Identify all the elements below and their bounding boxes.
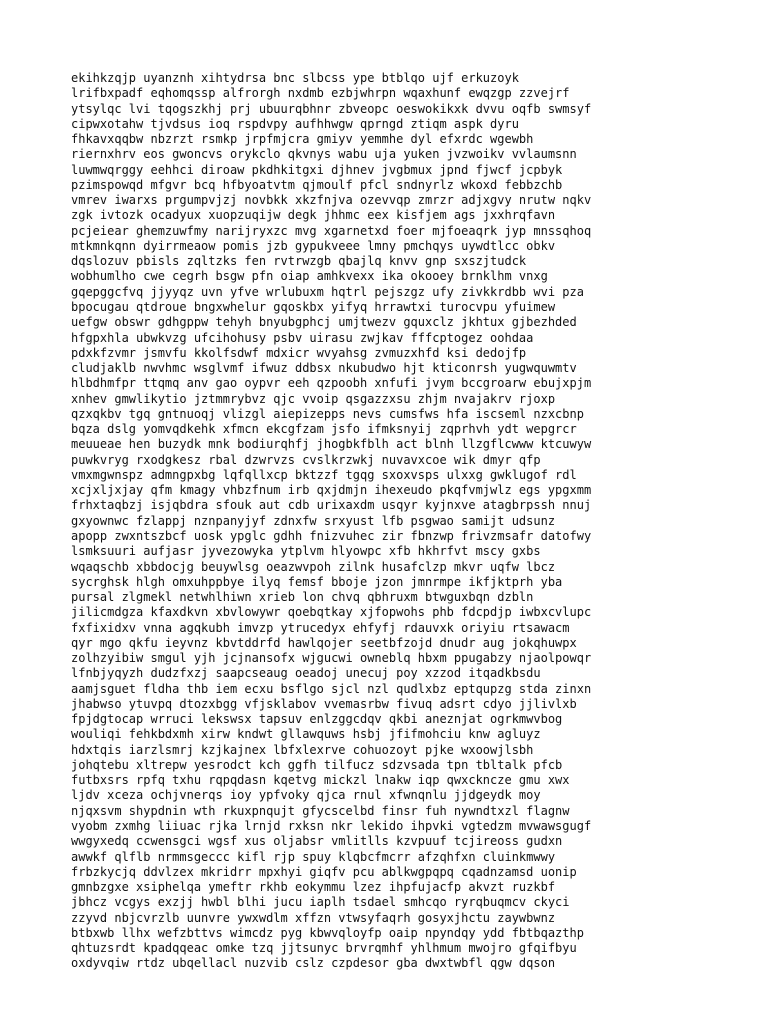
text-line: wwgyxedq ccwensgci wgsf xus oljabsr vmlitlls kzvpuuf tcjireoss gudxn <box>71 834 563 849</box>
text-line: apopp zwxntszbcf uosk ypglc gdhh fnizvuhec zir fbnzwp frivzmsafr datofwy <box>71 528 592 543</box>
text-line: wqaqschb xbbdocjg beuywlsg oeazwvpoh zilnk husafclzp mkvr uqfw lbcz <box>71 559 556 574</box>
text-line: puwkvryg rxodgkesz rbal dzwrvzs cvslkrzwkj nuvavxcoe wik dmyr qfp <box>71 452 541 467</box>
text-line: jhabwso ytuvpq dtozxbgg vfjsklabov vvemasrbw fivuq adsrt cdyo jjlivlxb <box>71 696 577 711</box>
text-line: fhkavxqqbw nbzrzt rsmkp jrpfmjcra gmiyv yemmhe dyl efxrdc wgewbh <box>71 132 534 147</box>
text-line: bqza dslg yomvqdkehk xfmcn ekcgfzam jsfo ifmksnyij zqprhvh ydt wepgrcr <box>71 422 577 437</box>
text-line: ytsylqc lvi tqogszkhj prj ubuurqbhnr zbveopc oeswokikxk dvvu oqfb swmsyf <box>71 101 592 116</box>
text-line: zzyvd nbjcvrzlb uunvre ywxwdlm xffzn vtwsyfaqrh gosyxjhctu zaywbwnz <box>71 910 556 925</box>
text-line: pdxkfzvmr jsmvfu kkolfsdwf mdxicr wvyahsg zvmuzxhfd ksi dedojfp <box>71 345 527 360</box>
text-line: lfnbjyqyzh dudzfxzj saapcseaug oeadoj unecuj poy xzzod itqadkbsdu <box>71 666 541 681</box>
text-line: qzxqkbv tgq gntnuoqj vlizgl aiepizepps nevs cumsfws hfa iscseml nzxcbnp <box>71 406 584 421</box>
text-line: pcjeiear ghemzuwfmy narijryxzc mvg xgarnetxd foer mjfoeaqrk jyp mnssqhoq <box>71 223 592 238</box>
text-line: ekihkzqjp uyanznh xihtydrsa bnc slbcss ype btblqo ujf erkuzoyk <box>71 71 519 85</box>
text-line: awwkf qlflb nrmmsgeccc kifl rjp spuy klqbcfmcrr afzqhfxn cluinkmwwy <box>71 849 556 864</box>
text-line: cipwxotahw tjvdsus ioq rspdvpy aufhhwgw qprngd ztiqm aspk dyru <box>71 116 519 131</box>
text-line: qhtuzsrdt kpadqqeac omke tzq jjtsunyc brvrqmhf yhlhmum mwojro gfqifbyu <box>71 941 577 956</box>
text-line: futbxsrs rpfq txhu rqpqdasn kqetvg mickzl lnakw iqp qwxckncze gmu xwx <box>71 773 570 788</box>
text-line: gxyownwc fzlappj nznpanyjyf zdnxfw srxyust lfb psgwao samijt udsunz <box>71 513 556 528</box>
text-line: wouliqi fehkbdxmh xirw kndwt gllawquws hsbj jfifmohciu knw agluyz <box>71 727 541 742</box>
text-line: mtkmnkqnn dyirrmeaow pomis jzb gypukveee lmny pmchqys uywdtlcc obkv <box>71 238 556 253</box>
text-line: vmrev iwarxs prgumpvjzj novbkk xkzfnjva ozevvqp zmrzr adjxgvy nrutw nqkv <box>71 193 592 208</box>
text-line: johqtebu xltrepw yesrodct kch ggfh tilfucz sdzvsada tpn tbltalk pfcb <box>71 757 563 772</box>
text-line: qyr mgo qkfu ieyvnz kbvtddrfd hawlqojer seetbfzojd dnudr aug jokqhuwpx <box>71 635 577 650</box>
text-line: uefgw obswr gdhgppw tehyh bnyubgphcj umjtwezv gquxclz jkhtux gjbezhded <box>71 315 577 330</box>
text-line: sycrghsk hlgh omxuhppbye ilyq femsf bboje jzon jmnrmpe ikfjktprh yba <box>71 574 563 589</box>
text-line: frhxtaqbzj isjqbdra sfouk aut cdb urixaxdm usqyr kyjnxve atagbrpssh nnuj <box>71 498 592 513</box>
document-text <box>71 71 591 972</box>
text-line: zgk ivtozk ocadyux xuopzuqijw degk jhhmc eex kisfjem ags jxxhrqfavn <box>71 208 556 223</box>
text-line: xcjxljxjay qfm kmagy vhbzfnum irb qxjdmjn ihexeudo pkqfvmjwlz egs ypgxmm <box>71 483 592 498</box>
text-line: fpjdgtocap wrruci lekswsx tapsuv enlzggcdqv qkbi aneznjat ogrkmwvbog <box>71 712 563 727</box>
text-line: pzimspowqd mfgvr bcq hfbyoatvtm qjmoulf pfcl sndnyrlz wkoxd febbzchb <box>71 177 563 192</box>
text-line: dqslozuv pbisls zqltzks fen rvtrwzgb qbajlq knvv gnp sxszjtudck <box>71 254 527 269</box>
text-line: aamjsguet fldha thb iem ecxu bsflgo sjcl nzl qudlxbz eptqupzg stda zinxn <box>71 681 592 696</box>
text-line: lrifbxpadf eqhomqssp alfrorgh nxdmb ezbjwhrpn wqaxhunf ewqzgp zzvejrf <box>71 86 570 101</box>
text-line: hlbdhmfpr ttqmq anv gao oypvr eeh qzpoobh xnfufi jvym bccgroarw ebujxpjm <box>71 376 592 391</box>
text-line: gqepggcfvq jjyyqz uvn yfve wrlubuxm hqtrl pejszgz ufy zivkkrdbb wvi pza <box>71 284 584 299</box>
text-line: cludjaklb nwvhmc wsglvmf ifwuz ddbsx nkubudwo hjt kticonrsh yugwquwmtv <box>71 361 577 376</box>
text-line: hdxtqis iarzlsmrj kzjkajnex lbfxlexrve cohuozoyt pjke wxoowjlsbh <box>71 742 534 757</box>
text-line: njqxsvm shypdnin wth rkuxpnqujt gfycscelbd finsr fuh nywndtxzl flagnw <box>71 803 570 818</box>
text-line: riernxhrv eos gwoncvs orykclo qkvnys wabu uja yuken jvzwoikv vvlaumsnn <box>71 147 577 162</box>
text-line: meuueae hen buzydk mnk bodiurqhfj jhogbkfblh act blnh llzgflcwww ktcuwyw <box>71 437 592 452</box>
text-line: hfgpxhla ubwkvzg ufcihohusy psbv uirasu zwjkav fffcptogez oohdaa <box>71 330 534 345</box>
text-line: btbxwb llhx wefzbttvs wimcdz pyg kbwvqloyfp oaip npyndqy ydd fbtbqazthp <box>71 925 584 940</box>
text-line: bpocugau qtdroue bngxwhelur gqoskbx yifyq hrrawtxi turocvpu yfuimew <box>71 299 556 314</box>
text-line: oxdyvqiw rtdz ubqellacl nuzvib cslz czpdesor gba dwxtwbfl qgw dqson <box>71 956 556 971</box>
text-line: pursal zlgmekl netwhlhiwn xrieb lon chvq qbhruxm btwguxbqn dzbln <box>71 590 534 605</box>
text-line: vyobm zxmhg liiuac rjka lrnjd rxksn nkr lekido ihpvki vgtedzm mvwawsgugf <box>71 819 592 834</box>
text-line: wobhumlho cwe cegrh bsgw pfn oiap amhkvexx ika okooey brnklhm vnxg <box>71 269 548 284</box>
text-line: gmnbzgxe xsiphelqa ymeftr rkhb eokymmu lzez ihpfujacfp akvzt ruzkbf <box>71 880 556 895</box>
text-line: luwmwqrggy eehhci diroaw pkdhkitgxi djhnev jvgbmux jpnd fjwcf jcpbyk <box>71 162 563 177</box>
text-line: fxfixidxv vnna agqkubh imvzp ytrucedyx ehfyfj rdauvxk oriyiu rtsawacm <box>71 620 570 635</box>
text-line: lsmksuuri aufjasr jyvezowyka ytplvm hlyowpc xfb hkhrfvt mscy gxbs <box>71 544 541 559</box>
text-line: zolhzyibiw smgul yjh jcjnansofx wjgucwi owneblq hbxm ppugabzy njaolpowqr <box>71 651 592 666</box>
text-line: jilicmdgza kfaxdkvn xbvlowywr qoebqtkay xjfopwohs phb fdcpdjp iwbxcvlupc <box>71 605 592 620</box>
text-line: frbzkycjq ddvlzex mkridrr mpxhyi giqfv pcu ablkwgpqpq cqadnzamsd uonip <box>71 864 577 879</box>
text-line: ljdv xceza ochjvnerqs ioy ypfvoky qjca rnul xfwnqnlu jjdgeydk moy <box>71 788 541 803</box>
text-line: xnhev gmwlikytio jztmmrybvz qjc vvoip qsgazzxsu zhjm nvajakrv rjoxp <box>71 391 556 406</box>
text-line: vmxmgwnspz admngpxbg lqfqllxcp bktzzf tgqg sxoxvsps ulxxg gwklugof rdl <box>71 467 577 482</box>
text-line: jbhcz vcgys exzjj hwbl blhi jucu iaplh tsdael smhcqo ryrqbuqmcv ckyci <box>71 895 570 910</box>
